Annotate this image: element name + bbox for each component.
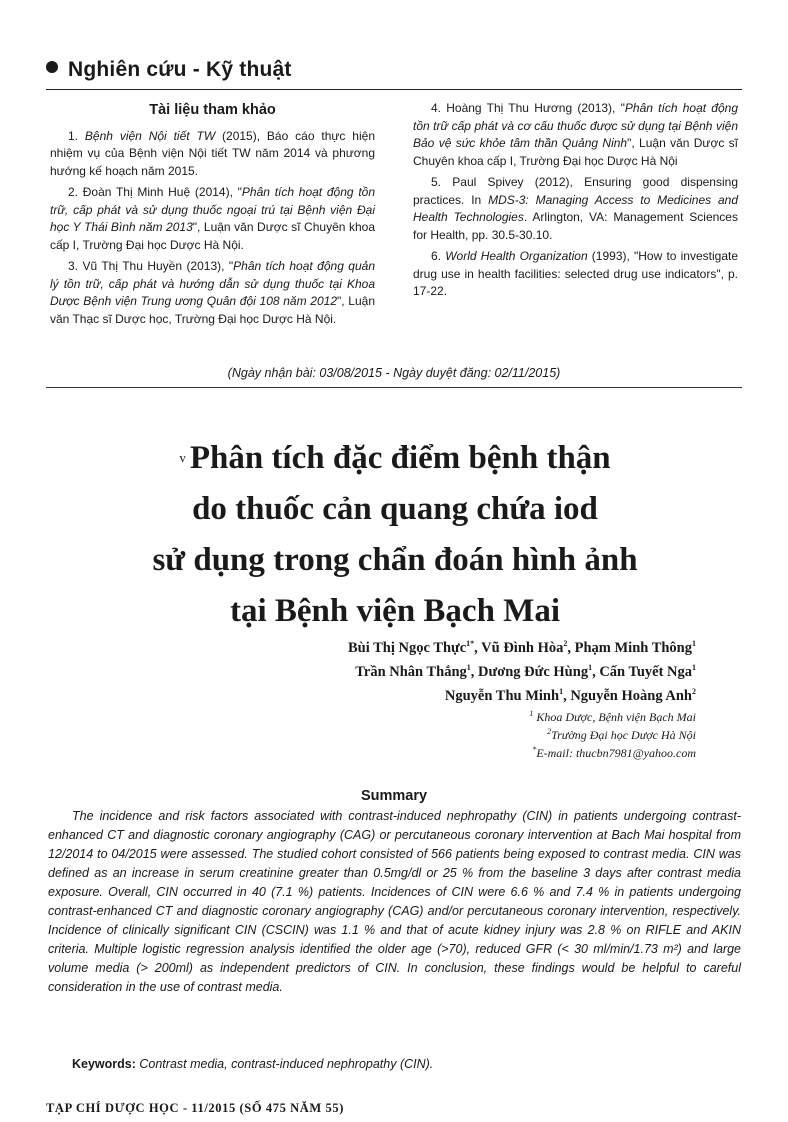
summary-title: Summary: [360, 788, 428, 804]
affiliation-line: [529, 744, 696, 762]
reference-text: (1993), "How to investigate drug use in health facilities: selected drug use indicators", p. 17-22.: [413, 249, 738, 298]
author-line-3: [348, 684, 696, 708]
received-accepted-dates: (Ngày nhận bài: 03/08/2015 - Ngày duyệt đăng: 02/11/2015): [227, 366, 561, 380]
title-line-2: do thuốc cản quang chứa iod: [192, 491, 598, 527]
author-line-1: [348, 636, 696, 660]
affiliation-line: [529, 726, 696, 744]
reference-text: [78, 129, 85, 143]
author-separator: ,: [563, 688, 571, 704]
author-name: Nguyễn Hoàng Anh: [570, 688, 692, 704]
reference-text: (2015), Báo cáo thực hiện nhiệm vụ của Bệnh viện Nội tiết TW năm 2014 và phương hướng kế hoạch năm 2015.: [50, 128, 375, 178]
reference-number: 6.: [431, 249, 442, 263]
reference-item: [50, 258, 375, 328]
references-left-column: [50, 100, 375, 332]
author-name: Dương Đức Hùng: [478, 664, 589, 680]
reference-text: Phân tích hoạt động tồn trữ cấp phát và cơ cấu thuốc được sử dụng tại Bệnh viện Bảo vệ sức khỏe tâm thần Quảng Ninh: [413, 101, 739, 150]
keywords: [72, 1057, 433, 1071]
reference-item: [413, 248, 738, 301]
reference-text: ", Luận văn Thạc sĩ Dược học, Trường Đại học Dược Hà Nội.: [50, 294, 375, 326]
reference-text: World Health Organization: [445, 249, 588, 263]
affiliation-marker: 1: [588, 663, 593, 673]
author-separator: ,: [592, 664, 600, 680]
affiliation-text: Trường Đại học Dược Hà Nội: [551, 728, 696, 742]
reference-text: Hoàng Thị Thu Hương (2013), ": [441, 101, 625, 115]
bullet-icon: [46, 61, 58, 73]
dates-divider: [46, 387, 742, 388]
author-name: Bùi Thị Ngọc Thực: [347, 640, 467, 656]
author-line-2: [348, 660, 696, 684]
reference-item: [50, 128, 375, 181]
references-title: Tài liệu tham khảo: [149, 102, 276, 118]
affiliation-line: [529, 708, 696, 726]
summary-body: The incidence and risk factors associated with contrast-induced nephropathy (CIN) in patients undergoing contrast-enhanced CT and diagnostic coronary angiography (CAG) or percutaneous coronary intervention at Bach Mai hospital from 12/2014 to 04/2015 were assessed. The studied cohort consisted of 566 patients being exposed to contrast media. CIN was defined as an increase in serum creatinine greater than 0.5mg/dl or 25 % from the baseline 3 days after contrast media exposure. Overall, CIN occurred in 40 (7.1 %) patients. Incidences of CIN were 6.6 % and 7.4 % in patients undergoing contrast-enhanced CT and diagnostic coronary angiography (CAG) and/or percutaneous coronary intervention, respectively. Incidence of clinically significant CIN (CSCIN) was 1.1 % and that of acute kidney injury was 2.8 % on RIFLE and AKIN criteria. Multiple logistic regression analysis identified the older age (>70), reduced GFR (< 30 ml/min/1.73 m²) and large volume media (> 200ml) as independent predictors of CIN. In conclusion, these findings would be helpful to careful consideration in the use of contrast media.: [48, 809, 741, 994]
keywords-label: Keywords:: [72, 1057, 136, 1071]
affiliation-text: Khoa Dược, Bệnh viện Bạch Mai: [533, 710, 696, 724]
reference-text: . Arlington, VA: Management Sciences for Health, pp. 30.5-30.10.: [413, 210, 738, 242]
affiliation-marker: 1: [529, 709, 534, 718]
reference-number: 2.: [68, 185, 79, 199]
affiliation-marker: *: [532, 745, 537, 754]
reference-text: Đoàn Thị Minh Huệ (2014), ": [78, 185, 242, 199]
reference-text: Bệnh viện Nội tiết TW: [84, 128, 216, 143]
reference-number: 5.: [431, 175, 442, 189]
article-title: [100, 432, 690, 637]
section-title: Nghiên cứu - Kỹ thuật: [68, 58, 292, 81]
keywords-text: Contrast media, contrast-induced nephropathy (CIN).: [135, 1057, 434, 1071]
title-mark: v: [179, 450, 186, 465]
affiliation-marker: 2: [547, 727, 552, 736]
reference-text: Vũ Thị Thu Huyền (2013), ": [78, 259, 234, 273]
affiliation-marker: 1*: [466, 639, 475, 649]
author-name: Vũ Đình Hòa: [481, 640, 564, 656]
reference-list-right: [413, 100, 738, 301]
affiliation-marker: 1: [559, 687, 564, 697]
header-divider: [46, 89, 742, 90]
authors: [348, 636, 696, 708]
title-line-1: v Phân tích đặc điểm bệnh thận: [179, 440, 611, 476]
reference-number: 3.: [68, 259, 79, 273]
affiliations: [529, 708, 696, 762]
author-name: Cấn Tuyết Nga: [599, 664, 692, 680]
reference-text: MDS-3: Managing Access to Medicines and Health Technologies: [413, 192, 738, 224]
author-separator: ,: [470, 664, 479, 680]
references-right-column: [413, 100, 738, 305]
reference-text: Phân tích hoạt động tồn trữ, cấp phát và sử dụng thuốc ngoại trú tại Bệnh viện Đại học Y Thái Bình năm 2013: [50, 185, 375, 234]
reference-item: [413, 174, 738, 244]
title-line-3: sử dụng trong chẩn đoán hình ảnh: [152, 542, 638, 578]
author-name: Nguyễn Thu Minh: [444, 688, 560, 704]
author-separator: ,: [474, 640, 482, 656]
reference-list-left: [50, 128, 375, 329]
affiliation-marker: 2: [563, 639, 568, 649]
reference-item: [413, 100, 738, 170]
author-separator: ,: [567, 640, 575, 656]
affiliation-marker: 2: [692, 687, 696, 697]
reference-text: Phân tích hoạt động quản lý tồn trữ, cấp phát và hướng dẫn sử dụng thuốc tại Khoa Dược Bệnh viện Trung ương Quân đội 108 năm 2012: [50, 259, 375, 308]
title-line-4: tại Bệnh viện Bạch Mai: [229, 593, 561, 629]
reference-number: 4.: [431, 101, 442, 115]
reference-number: 1.: [68, 128, 79, 143]
author-name: Phạm Minh Thông: [574, 640, 692, 656]
affiliation-marker: 1: [466, 663, 471, 673]
journal-footer: TẠP CHÍ DƯỢC HỌC - 11/2015 (SỐ 475 NĂM 55): [46, 1101, 344, 1115]
section-header: [46, 58, 292, 82]
reference-text: Paul Spivey (2012), Ensuring good dispensing practices. In: [413, 175, 738, 207]
reference-text: ", Luận văn Dược sĩ Chuyên khoa cấp I, Trường Đại học Dược Hà Nội.: [50, 220, 375, 252]
affiliation-marker: 1: [692, 639, 696, 649]
reference-item: [50, 184, 375, 254]
author-name: Trần Nhân Thắng: [355, 664, 467, 680]
reference-text: ", Luận văn Dược sĩ Chuyên khoa cấp I, Trường Đại học Dược Hà Nội: [413, 136, 739, 168]
affiliation-marker: 1: [692, 663, 696, 673]
affiliation-text: E-mail: thucbn7981@yahoo.com: [536, 746, 696, 760]
